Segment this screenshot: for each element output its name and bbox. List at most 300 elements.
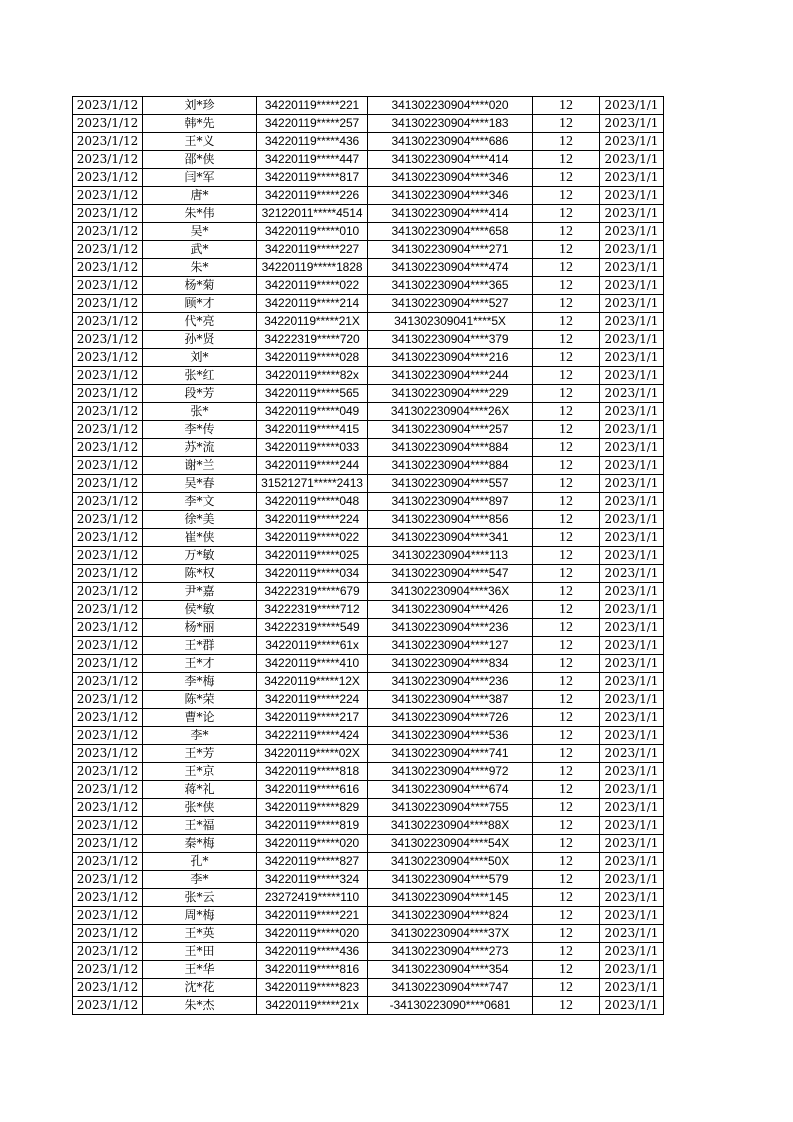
table-row	[73, 529, 664, 547]
table-row	[73, 799, 664, 817]
id-number-cell: 31521271*****2413	[257, 475, 368, 493]
end-date-cell: 2023/1/1	[600, 745, 664, 763]
date-cell: 2023/1/12	[73, 619, 143, 637]
date-cell: 2023/1/12	[73, 529, 143, 547]
table-row	[73, 493, 664, 511]
id-number-cell: 34220119*****227	[257, 241, 368, 259]
name-cell: 张*侠	[143, 799, 257, 817]
table-row	[73, 745, 664, 763]
quantity-cell: 12	[533, 277, 600, 295]
end-date-cell: 2023/1/1	[600, 547, 664, 565]
account-number-cell: 341302230904****686	[368, 133, 533, 151]
name-cell: 李*梅	[143, 673, 257, 691]
quantity-cell: 12	[533, 745, 600, 763]
end-date-cell: 2023/1/1	[600, 205, 664, 223]
id-number-cell: 34220119*****82x	[257, 367, 368, 385]
id-number-cell: 34220119*****244	[257, 457, 368, 475]
end-date-cell: 2023/1/1	[600, 511, 664, 529]
end-date-cell: 2023/1/1	[600, 619, 664, 637]
name-cell: 陈*权	[143, 565, 257, 583]
table-row	[73, 727, 664, 745]
end-date-cell: 2023/1/1	[600, 331, 664, 349]
table-row	[73, 943, 664, 961]
end-date-cell: 2023/1/1	[600, 637, 664, 655]
quantity-cell: 12	[533, 853, 600, 871]
end-date-cell: 2023/1/1	[600, 673, 664, 691]
name-cell: 邵*侠	[143, 151, 257, 169]
table-row	[73, 349, 664, 367]
end-date-cell: 2023/1/1	[600, 457, 664, 475]
account-number-cell: 341302230904****547	[368, 565, 533, 583]
id-number-cell: 34220119*****257	[257, 115, 368, 133]
account-number-cell: 341302230904****824	[368, 907, 533, 925]
name-cell: 徐*美	[143, 511, 257, 529]
end-date-cell: 2023/1/1	[600, 763, 664, 781]
account-number-cell: 341302230904****145	[368, 889, 533, 907]
table-row	[73, 403, 664, 421]
table-row	[73, 439, 664, 457]
date-cell: 2023/1/12	[73, 997, 143, 1015]
quantity-cell: 12	[533, 313, 600, 331]
table-row	[73, 151, 664, 169]
date-cell: 2023/1/12	[73, 277, 143, 295]
table-row	[73, 763, 664, 781]
quantity-cell: 12	[533, 637, 600, 655]
id-number-cell: 34220119*****61x	[257, 637, 368, 655]
table-row	[73, 277, 664, 295]
id-number-cell: 34220119*****010	[257, 223, 368, 241]
date-cell: 2023/1/12	[73, 385, 143, 403]
date-cell: 2023/1/12	[73, 583, 143, 601]
account-number-cell: 341302230904****216	[368, 349, 533, 367]
table-row	[73, 421, 664, 439]
date-cell: 2023/1/12	[73, 259, 143, 277]
quantity-cell: 12	[533, 961, 600, 979]
date-cell: 2023/1/12	[73, 421, 143, 439]
account-number-cell: -34130223090****0681	[368, 997, 533, 1015]
account-number-cell: 341302230904****354	[368, 961, 533, 979]
account-number-cell: 341302230904****36X	[368, 583, 533, 601]
table-row	[73, 565, 664, 583]
end-date-cell: 2023/1/1	[600, 565, 664, 583]
account-number-cell: 341302230904****755	[368, 799, 533, 817]
table-row	[73, 583, 664, 601]
id-number-cell: 34222119*****424	[257, 727, 368, 745]
account-number-cell: 341302230904****244	[368, 367, 533, 385]
quantity-cell: 12	[533, 151, 600, 169]
id-number-cell: 34220119*****224	[257, 511, 368, 529]
account-number-cell: 341302230904****557	[368, 475, 533, 493]
account-number-cell: 341302230904****020	[368, 97, 533, 115]
id-number-cell: 34220119*****447	[257, 151, 368, 169]
name-cell: 陈*荣	[143, 691, 257, 709]
end-date-cell: 2023/1/1	[600, 655, 664, 673]
name-cell: 杨*丽	[143, 619, 257, 637]
table-row	[73, 259, 664, 277]
id-number-cell: 32122011*****4514	[257, 205, 368, 223]
id-number-cell: 34220119*****616	[257, 781, 368, 799]
quantity-cell: 12	[533, 187, 600, 205]
date-cell: 2023/1/12	[73, 367, 143, 385]
name-cell: 李*文	[143, 493, 257, 511]
table-row	[73, 853, 664, 871]
quantity-cell: 12	[533, 997, 600, 1015]
account-number-cell: 341302230904****88X	[368, 817, 533, 835]
id-number-cell: 23272419*****110	[257, 889, 368, 907]
end-date-cell: 2023/1/1	[600, 169, 664, 187]
date-cell: 2023/1/12	[73, 223, 143, 241]
id-number-cell: 34220119*****022	[257, 277, 368, 295]
name-cell: 韩*先	[143, 115, 257, 133]
account-number-cell: 341302230904****414	[368, 205, 533, 223]
id-number-cell: 34220119*****221	[257, 907, 368, 925]
quantity-cell: 12	[533, 691, 600, 709]
table-row	[73, 961, 664, 979]
table-row	[73, 367, 664, 385]
name-cell: 周*梅	[143, 907, 257, 925]
id-number-cell: 34220119*****827	[257, 853, 368, 871]
name-cell: 段*芳	[143, 385, 257, 403]
date-cell: 2023/1/12	[73, 457, 143, 475]
id-number-cell: 34220119*****02X	[257, 745, 368, 763]
quantity-cell: 12	[533, 601, 600, 619]
quantity-cell: 12	[533, 205, 600, 223]
id-number-cell: 34220119*****21X	[257, 313, 368, 331]
end-date-cell: 2023/1/1	[600, 349, 664, 367]
quantity-cell: 12	[533, 709, 600, 727]
quantity-cell: 12	[533, 259, 600, 277]
table-row	[73, 871, 664, 889]
end-date-cell: 2023/1/1	[600, 259, 664, 277]
account-number-cell: 341302230904****726	[368, 709, 533, 727]
name-cell: 吴*	[143, 223, 257, 241]
quantity-cell: 12	[533, 907, 600, 925]
account-number-cell: 341302230904****884	[368, 439, 533, 457]
end-date-cell: 2023/1/1	[600, 979, 664, 997]
date-cell: 2023/1/12	[73, 871, 143, 889]
table-row	[73, 637, 664, 655]
account-number-cell: 341302230904****884	[368, 457, 533, 475]
account-number-cell: 341302230904****346	[368, 187, 533, 205]
date-cell: 2023/1/12	[73, 907, 143, 925]
date-cell: 2023/1/12	[73, 97, 143, 115]
quantity-cell: 12	[533, 421, 600, 439]
table-row	[73, 511, 664, 529]
account-number-cell: 341302230904****856	[368, 511, 533, 529]
account-number-cell: 341302230904****747	[368, 979, 533, 997]
id-number-cell: 34220119*****1828	[257, 259, 368, 277]
end-date-cell: 2023/1/1	[600, 925, 664, 943]
table-row	[73, 205, 664, 223]
id-number-cell: 34220119*****823	[257, 979, 368, 997]
quantity-cell: 12	[533, 475, 600, 493]
quantity-cell: 12	[533, 925, 600, 943]
name-cell: 侯*敏	[143, 601, 257, 619]
date-cell: 2023/1/12	[73, 853, 143, 871]
date-cell: 2023/1/12	[73, 511, 143, 529]
quantity-cell: 12	[533, 817, 600, 835]
id-number-cell: 34220119*****819	[257, 817, 368, 835]
quantity-cell: 12	[533, 619, 600, 637]
name-cell: 张*红	[143, 367, 257, 385]
end-date-cell: 2023/1/1	[600, 583, 664, 601]
account-number-cell: 341302230904****50X	[368, 853, 533, 871]
quantity-cell: 12	[533, 799, 600, 817]
name-cell: 刘*珍	[143, 97, 257, 115]
quantity-cell: 12	[533, 547, 600, 565]
account-number-cell: 341302230904****536	[368, 727, 533, 745]
quantity-cell: 12	[533, 367, 600, 385]
end-date-cell: 2023/1/1	[600, 871, 664, 889]
end-date-cell: 2023/1/1	[600, 493, 664, 511]
name-cell: 朱*伟	[143, 205, 257, 223]
date-cell: 2023/1/12	[73, 133, 143, 151]
id-number-cell: 34222319*****720	[257, 331, 368, 349]
name-cell: 王*芳	[143, 745, 257, 763]
date-cell: 2023/1/12	[73, 655, 143, 673]
end-date-cell: 2023/1/1	[600, 799, 664, 817]
account-number-cell: 341302230904****365	[368, 277, 533, 295]
quantity-cell: 12	[533, 133, 600, 151]
table-row	[73, 223, 664, 241]
account-number-cell: 341302230904****183	[368, 115, 533, 133]
date-cell: 2023/1/12	[73, 169, 143, 187]
quantity-cell: 12	[533, 889, 600, 907]
end-date-cell: 2023/1/1	[600, 475, 664, 493]
account-number-cell: 341302230904****414	[368, 151, 533, 169]
name-cell: 刘*	[143, 349, 257, 367]
quantity-cell: 12	[533, 565, 600, 583]
name-cell: 尹*嘉	[143, 583, 257, 601]
table-row	[73, 709, 664, 727]
quantity-cell: 12	[533, 403, 600, 421]
id-number-cell: 34220119*****226	[257, 187, 368, 205]
account-number-cell: 341302230904****674	[368, 781, 533, 799]
table-row	[73, 385, 664, 403]
id-number-cell: 34220119*****020	[257, 925, 368, 943]
end-date-cell: 2023/1/1	[600, 187, 664, 205]
id-number-cell: 34220119*****817	[257, 169, 368, 187]
name-cell: 孙*贤	[143, 331, 257, 349]
name-cell: 朱*杰	[143, 997, 257, 1015]
end-date-cell: 2023/1/1	[600, 151, 664, 169]
name-cell: 李*	[143, 871, 257, 889]
name-cell: 唐*	[143, 187, 257, 205]
quantity-cell: 12	[533, 385, 600, 403]
quantity-cell: 12	[533, 169, 600, 187]
table-row	[73, 133, 664, 151]
account-number-cell: 341302230904****271	[368, 241, 533, 259]
date-cell: 2023/1/12	[73, 313, 143, 331]
table-row	[73, 169, 664, 187]
table-row	[73, 691, 664, 709]
date-cell: 2023/1/12	[73, 403, 143, 421]
date-cell: 2023/1/12	[73, 475, 143, 493]
date-cell: 2023/1/12	[73, 925, 143, 943]
quantity-cell: 12	[533, 871, 600, 889]
name-cell: 张*云	[143, 889, 257, 907]
account-number-cell: 341302230904****26X	[368, 403, 533, 421]
date-cell: 2023/1/12	[73, 943, 143, 961]
quantity-cell: 12	[533, 223, 600, 241]
date-cell: 2023/1/12	[73, 817, 143, 835]
table-row	[73, 925, 664, 943]
quantity-cell: 12	[533, 439, 600, 457]
account-number-cell: 341302230904****741	[368, 745, 533, 763]
table-row	[73, 547, 664, 565]
id-number-cell: 34220119*****033	[257, 439, 368, 457]
name-cell: 武*	[143, 241, 257, 259]
id-number-cell: 34220119*****025	[257, 547, 368, 565]
account-number-cell: 341302230904****426	[368, 601, 533, 619]
name-cell: 代*亮	[143, 313, 257, 331]
end-date-cell: 2023/1/1	[600, 907, 664, 925]
table-row	[73, 997, 664, 1015]
name-cell: 李*传	[143, 421, 257, 439]
end-date-cell: 2023/1/1	[600, 133, 664, 151]
end-date-cell: 2023/1/1	[600, 943, 664, 961]
id-number-cell: 34220119*****410	[257, 655, 368, 673]
name-cell: 秦*梅	[143, 835, 257, 853]
account-number-cell: 341302230904****579	[368, 871, 533, 889]
table-row	[73, 331, 664, 349]
account-number-cell: 341302230904****37X	[368, 925, 533, 943]
table-row	[73, 475, 664, 493]
name-cell: 万*敏	[143, 547, 257, 565]
account-number-cell: 341302230904****341	[368, 529, 533, 547]
end-date-cell: 2023/1/1	[600, 727, 664, 745]
quantity-cell: 12	[533, 511, 600, 529]
quantity-cell: 12	[533, 655, 600, 673]
name-cell: 王*群	[143, 637, 257, 655]
table-row	[73, 187, 664, 205]
name-cell: 崔*侠	[143, 529, 257, 547]
account-number-cell: 341302230904****387	[368, 691, 533, 709]
id-number-cell: 34220119*****436	[257, 133, 368, 151]
id-number-cell: 34220119*****022	[257, 529, 368, 547]
id-number-cell: 34220119*****415	[257, 421, 368, 439]
name-cell: 朱*	[143, 259, 257, 277]
id-number-cell: 34220119*****21x	[257, 997, 368, 1015]
date-cell: 2023/1/12	[73, 439, 143, 457]
id-number-cell: 34220119*****436	[257, 943, 368, 961]
name-cell: 张*	[143, 403, 257, 421]
id-number-cell: 34220119*****049	[257, 403, 368, 421]
date-cell: 2023/1/12	[73, 709, 143, 727]
account-number-cell: 341302230904****834	[368, 655, 533, 673]
end-date-cell: 2023/1/1	[600, 781, 664, 799]
date-cell: 2023/1/12	[73, 331, 143, 349]
table-row	[73, 115, 664, 133]
quantity-cell: 12	[533, 457, 600, 475]
id-number-cell: 34220119*****221	[257, 97, 368, 115]
id-number-cell: 34220119*****818	[257, 763, 368, 781]
account-number-cell: 341302230904****897	[368, 493, 533, 511]
end-date-cell: 2023/1/1	[600, 223, 664, 241]
name-cell: 谢*兰	[143, 457, 257, 475]
quantity-cell: 12	[533, 943, 600, 961]
quantity-cell: 12	[533, 763, 600, 781]
account-number-cell: 341302230904****972	[368, 763, 533, 781]
id-number-cell: 34220119*****324	[257, 871, 368, 889]
id-number-cell: 34220119*****224	[257, 691, 368, 709]
end-date-cell: 2023/1/1	[600, 835, 664, 853]
account-number-cell: 341302309041****5X	[368, 313, 533, 331]
date-cell: 2023/1/12	[73, 763, 143, 781]
end-date-cell: 2023/1/1	[600, 853, 664, 871]
account-number-cell: 341302230904****229	[368, 385, 533, 403]
end-date-cell: 2023/1/1	[600, 961, 664, 979]
quantity-cell: 12	[533, 529, 600, 547]
account-number-cell: 341302230904****54X	[368, 835, 533, 853]
end-date-cell: 2023/1/1	[600, 241, 664, 259]
end-date-cell: 2023/1/1	[600, 385, 664, 403]
end-date-cell: 2023/1/1	[600, 889, 664, 907]
quantity-cell: 12	[533, 295, 600, 313]
quantity-cell: 12	[533, 115, 600, 133]
id-number-cell: 34222319*****679	[257, 583, 368, 601]
end-date-cell: 2023/1/1	[600, 313, 664, 331]
table-row	[73, 781, 664, 799]
name-cell: 蒋*礼	[143, 781, 257, 799]
data-table	[72, 96, 664, 1015]
date-cell: 2023/1/12	[73, 691, 143, 709]
name-cell: 王*才	[143, 655, 257, 673]
name-cell: 王*田	[143, 943, 257, 961]
date-cell: 2023/1/12	[73, 637, 143, 655]
date-cell: 2023/1/12	[73, 151, 143, 169]
table-row	[73, 907, 664, 925]
date-cell: 2023/1/12	[73, 889, 143, 907]
date-cell: 2023/1/12	[73, 979, 143, 997]
date-cell: 2023/1/12	[73, 601, 143, 619]
table-row	[73, 835, 664, 853]
quantity-cell: 12	[533, 781, 600, 799]
end-date-cell: 2023/1/1	[600, 97, 664, 115]
end-date-cell: 2023/1/1	[600, 709, 664, 727]
id-number-cell: 34220119*****829	[257, 799, 368, 817]
table-row	[73, 457, 664, 475]
id-number-cell: 34220119*****214	[257, 295, 368, 313]
date-cell: 2023/1/12	[73, 205, 143, 223]
id-number-cell: 34220119*****565	[257, 385, 368, 403]
name-cell: 曹*论	[143, 709, 257, 727]
account-number-cell: 341302230904****474	[368, 259, 533, 277]
account-number-cell: 341302230904****113	[368, 547, 533, 565]
end-date-cell: 2023/1/1	[600, 817, 664, 835]
date-cell: 2023/1/12	[73, 727, 143, 745]
name-cell: 苏*流	[143, 439, 257, 457]
end-date-cell: 2023/1/1	[600, 115, 664, 133]
date-cell: 2023/1/12	[73, 349, 143, 367]
end-date-cell: 2023/1/1	[600, 295, 664, 313]
quantity-cell: 12	[533, 583, 600, 601]
end-date-cell: 2023/1/1	[600, 403, 664, 421]
name-cell: 王*华	[143, 961, 257, 979]
table-row	[73, 619, 664, 637]
id-number-cell: 34220119*****816	[257, 961, 368, 979]
account-number-cell: 341302230904****257	[368, 421, 533, 439]
quantity-cell: 12	[533, 979, 600, 997]
end-date-cell: 2023/1/1	[600, 529, 664, 547]
name-cell: 闫*军	[143, 169, 257, 187]
account-number-cell: 341302230904****379	[368, 331, 533, 349]
name-cell: 孔*	[143, 853, 257, 871]
name-cell: 王*义	[143, 133, 257, 151]
date-cell: 2023/1/12	[73, 115, 143, 133]
name-cell: 王*京	[143, 763, 257, 781]
id-number-cell: 34222319*****712	[257, 601, 368, 619]
